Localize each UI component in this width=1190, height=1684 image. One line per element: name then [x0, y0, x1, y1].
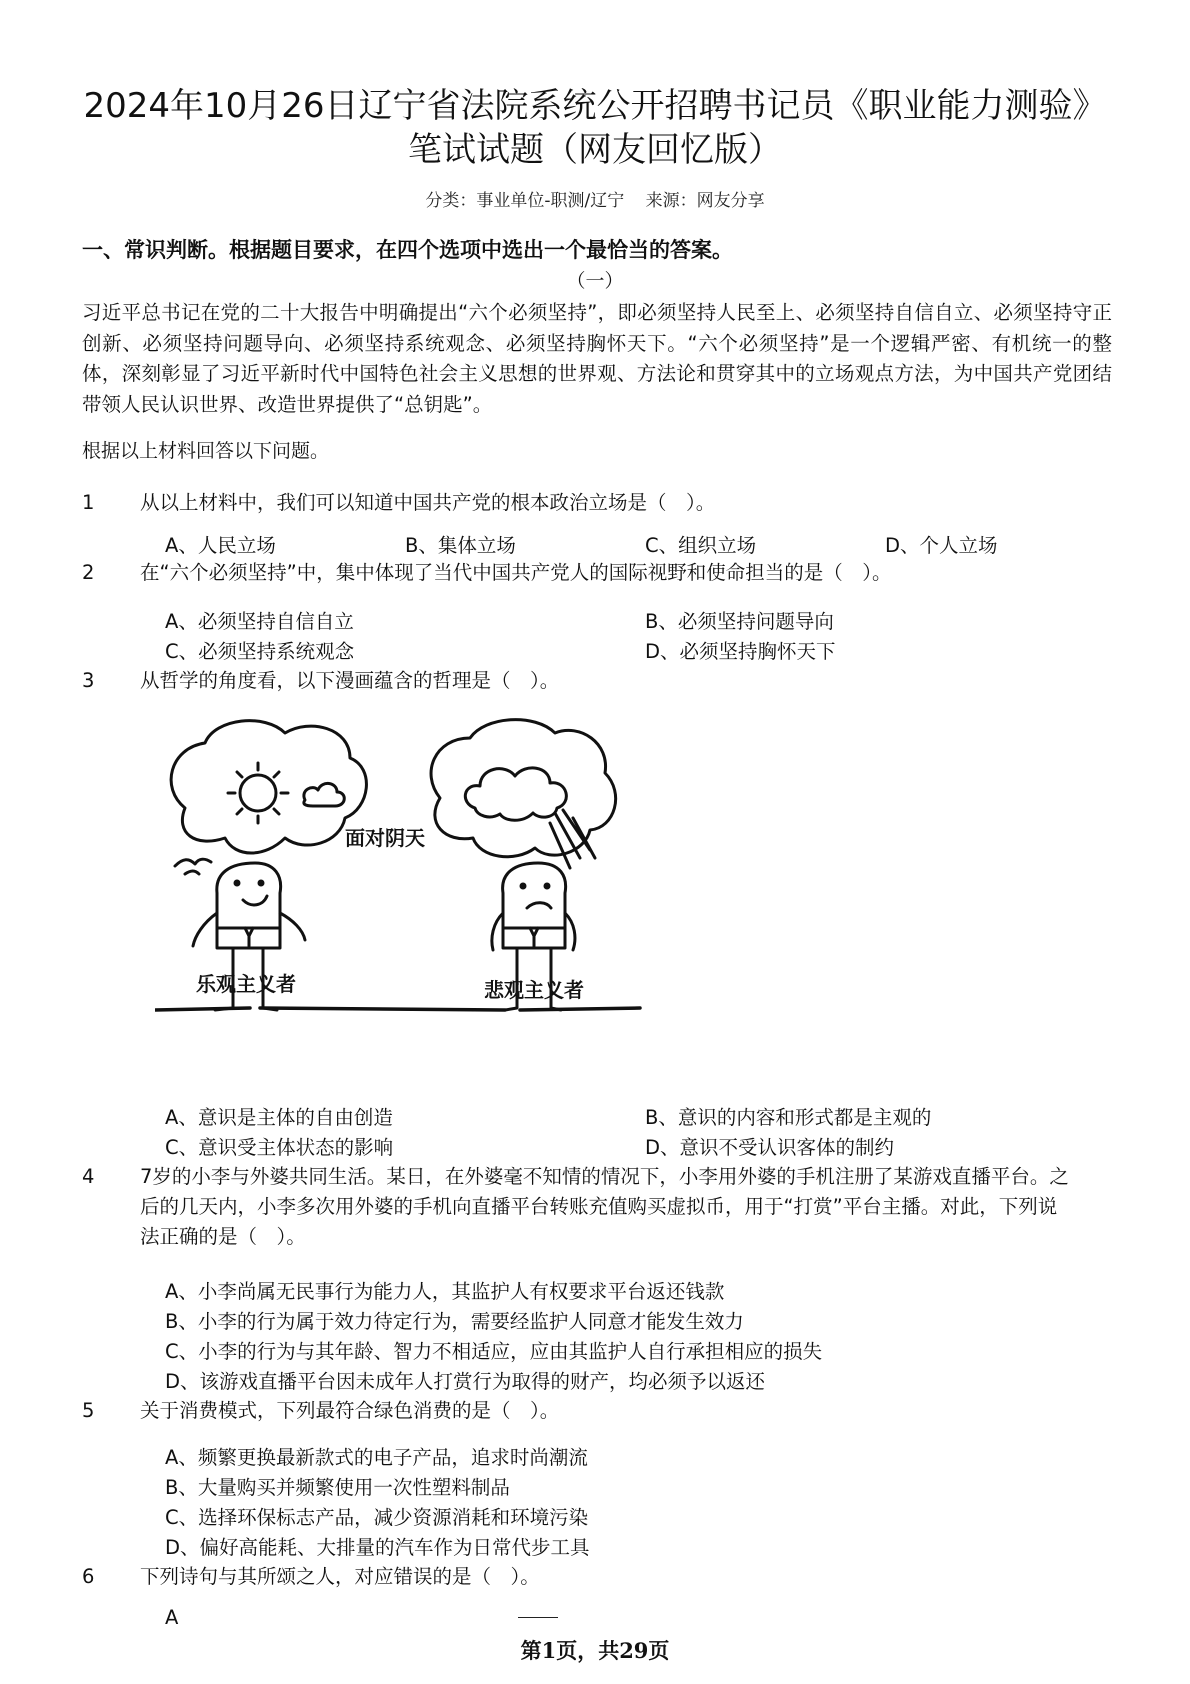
left-thought-bubble [171, 721, 366, 853]
option-b: B、意识的内容和形式都是主观的 [645, 1106, 932, 1129]
option-d: D、意识不受认识客体的制约 [645, 1136, 895, 1159]
option-a: A、频繁更换最新款式的电子产品，追求时尚潮流 [165, 1446, 588, 1469]
question-6 [82, 1562, 1122, 1592]
question-4 [82, 1162, 1122, 1252]
right-thought-bubble [431, 720, 616, 857]
cartoon-illustration [155, 718, 695, 1088]
sun-icon [240, 775, 276, 811]
document-title: 2024年10月26日辽宁省法院系统公开招聘书记员《职业能力测验》笔试试题（网友回忆版） [83, 86, 1107, 170]
question-3 [82, 666, 1122, 696]
option-a: A、意识是主体的自由创造 [165, 1106, 393, 1129]
option-b: B、小李的行为属于效力待定行为，需要经监护人同意才能发生效力 [165, 1310, 744, 1333]
option-a: A [165, 1606, 179, 1629]
question-stem: 从哲学的角度看，以下漫画蕴含的哲理是（ ）。 [140, 669, 560, 692]
option-b: B、集体立场 [405, 534, 516, 557]
section-heading: 一、常识判断。根据题目要求，在四个选项中选出一个最恰当的答案。 [82, 238, 733, 262]
option-a: A、必须坚持自信自立 [165, 610, 354, 633]
birds-icon [175, 859, 211, 874]
question-number: 4 [82, 1165, 95, 1188]
question-stem: 在“六个必须坚持”中，集中体现了当代中国共产党人的国际视野和使命担当的是（ ）。 [140, 561, 892, 584]
question-number: 2 [82, 561, 95, 584]
figure-caption: 面对阴天 [345, 826, 425, 850]
option-c: C、意识受主体状态的影响 [165, 1136, 394, 1159]
intro-text: 根据以上材料回答以下问题。 [82, 440, 330, 462]
cartoon-figure [155, 718, 695, 1088]
option-b: B、必须坚持问题导向 [645, 610, 834, 633]
question-1 [82, 488, 1122, 518]
question-stem: 关于消费模式，下列最符合绿色消费的是（ ）。 [140, 1399, 560, 1422]
question-2 [82, 558, 1122, 588]
option-a: A、小李尚属无民事行为能力人，其监护人有权要求平台返还钱款 [165, 1280, 725, 1303]
option-c: C、小李的行为与其年龄、智力不相适应，应由其监护人自行承担相应的损失 [165, 1340, 823, 1363]
category-label: 分类：事业单位-职测/辽宁 [425, 191, 625, 211]
source-label: 来源：网友分享 [645, 191, 765, 211]
option-d: D、个人立场 [885, 534, 998, 557]
page-footer: 第1页，共29页 [520, 1638, 670, 1663]
option-b: B、大量购买并频繁使用一次性塑料制品 [165, 1476, 510, 1499]
rain-icon [550, 810, 595, 868]
optimist-label: 乐观主义者 [196, 972, 296, 996]
question-stem: 下列诗句与其所颂之人，对应错误的是（ ）。 [140, 1565, 540, 1588]
question-number: 6 [82, 1565, 95, 1588]
question-stem: 从以上材料中，我们可以知道中国共产党的根本政治立场是（ ）。 [140, 491, 716, 514]
question-number: 3 [82, 669, 95, 692]
option-d: D、偏好高能耗、大排量的汽车作为日常代步工具 [165, 1536, 590, 1559]
passage: 习近平总书记在党的二十大报告中明确提出“六个必须坚持”，即必须坚持人民至上、必须坚持自信自立、必须坚持守正创新、必须坚持问题导向、必须坚持系统观念、必须坚持胸怀天下。“六个必须坚持”是一个逻辑严密、有机统一的整体，深刻彰显了习近平新时代中国特色社会主义思想的世界观、方法论和贯穿其中的立场观点方法，为中国共产党团结带领人民认识世界、改造世界提供了“总钥匙”。 [82, 301, 1112, 416]
question-number: 1 [82, 491, 95, 514]
small-cloud-icon [304, 783, 344, 806]
divider [518, 1617, 558, 1618]
question-5 [82, 1396, 1122, 1426]
subsection-label: （一） [566, 270, 624, 292]
question-number: 5 [82, 1399, 95, 1422]
pessimist-label: 悲观主义者 [484, 978, 584, 1002]
option-a: A、人民立场 [165, 534, 276, 557]
option-d: D、必须坚持胸怀天下 [645, 640, 836, 663]
option-c: C、组织立场 [645, 534, 757, 557]
question-stem: 7岁的小李与外婆共同生活。某日，在外婆毫不知情的情况下，小李用外婆的手机注册了某游戏直播平台。之后的几天内，小李多次用外婆的手机向直播平台转账充值购买虚拟币，用于“打赏”平台主播。对此，下列说法正确的是（ ）。 [140, 1165, 1069, 1248]
option-c: C、必须坚持系统观念 [165, 640, 355, 663]
option-c: C、选择环保标志产品，减少资源消耗和环境污染 [165, 1506, 589, 1529]
document-meta [0, 186, 1190, 211]
option-d: D、该游戏直播平台因未成年人打赏行为取得的财产，均必须予以返还 [165, 1370, 766, 1393]
dark-cloud-icon [465, 768, 566, 820]
